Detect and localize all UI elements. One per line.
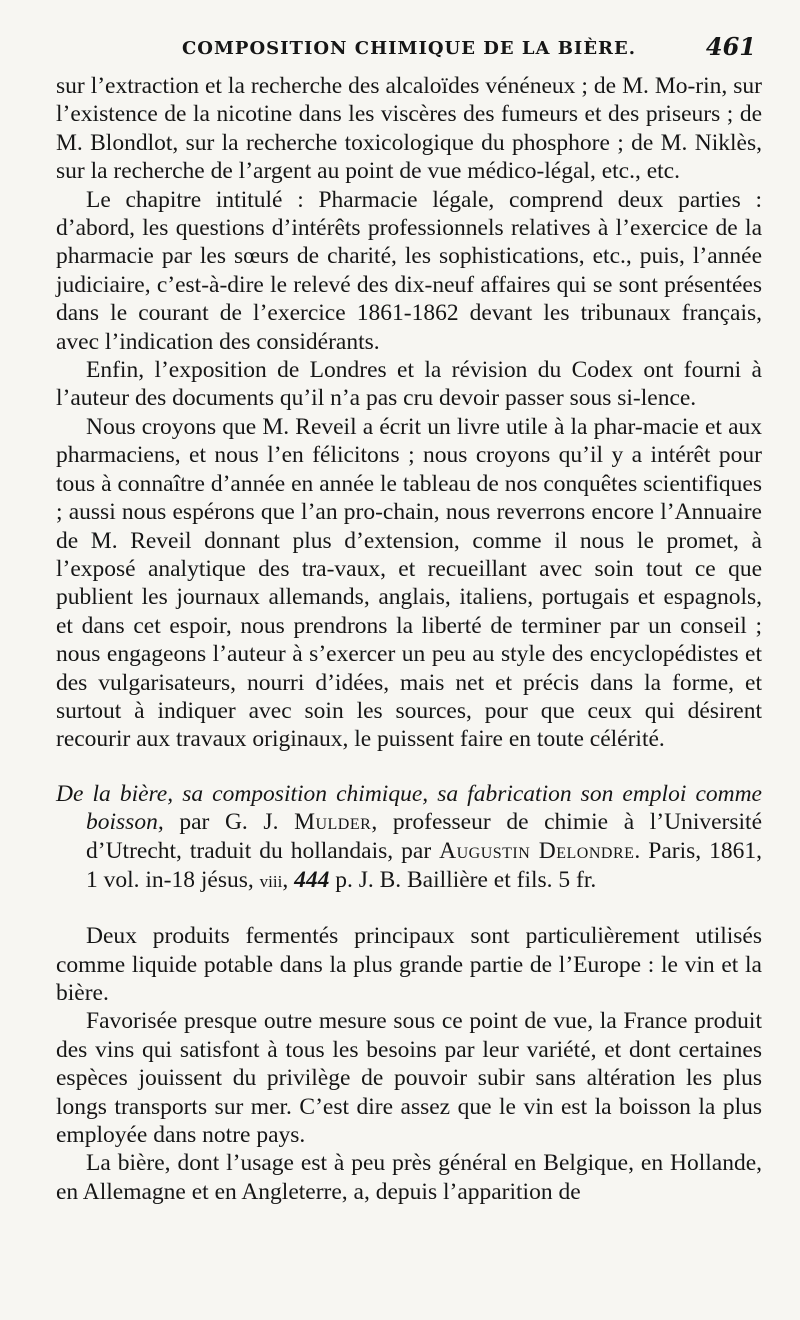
review-section bbox=[56, 72, 762, 754]
page-number: 461 bbox=[705, 32, 756, 61]
paragraph-toxicology-list: sur l’extraction et la recherche des alcaloïdes vénéneux ; de M. Mo-rin, sur l’existence de la nicotine dans les viscères des fumeurs et des priseurs ; de M. Blondlot, sur la recherche toxicologique du phosphore ; de M. Niklès, sur la recherche de l’argent au point de vue médico-légal, etc., etc. bbox=[56, 73, 762, 185]
paragraph-pharmacie-legale: Le chapitre intitulé : Pharmacie légale, comprend deux parties : d’abord, les questions d’intérêts professionnels relatives à l’exercice de la pharmacie par les sœurs de charité, les sophistications, etc., puis, l’année judiciaire, c’est-à-dire le relevé des dix-neuf affaires qui se sont présentées dans le courant de l’exercice 1861-1862 devant les tribunaux français, avec l’indication des considérants. bbox=[56, 186, 762, 355]
article-section bbox=[56, 922, 762, 1206]
publication-place: . Paris, 1861, 1 vol. in-18 jésus, bbox=[86, 837, 762, 893]
running-header bbox=[56, 28, 762, 72]
paragraph-fermented-products: Deux produits fermentés principaux sont particulièrement utilisés comme liquide potable dans la plus grande partie de l’Europe : le vin et la bière. bbox=[56, 923, 762, 1006]
section-divider-2 bbox=[56, 896, 762, 922]
section-divider bbox=[56, 754, 762, 780]
bibliographic-entry: De la bière, sa composition chimique, sa fabrication son emploi comme boisson, par G. J. Mulder, professeur de chimie à l’Université d’Utrecht, traduit du hollandais, par Augustin Delondre. Paris, 1861, 1 vol. in-18 jésus, viii, 444 p. J. B. Baillière et fils. 5 fr. bbox=[56, 780, 762, 893]
page-count: 444 bbox=[294, 866, 330, 893]
translator-name: Augustin Delondre bbox=[439, 837, 635, 864]
publisher: p. J. B. Baillière et fils. 5 fr. bbox=[335, 866, 597, 893]
book-title: De la bière, sa composition chimique, sa fabrication son emploi comme boisson, bbox=[56, 780, 762, 836]
paragraph-review-conclusion: Nous croyons que M. Reveil a écrit un livre utile à la phar-macie et aux pharmaciens, et nous l’en félicitons ; nous croyons qu’il y a intérêt pour tous à connaître d’année en année le tableau de nos conquêtes scientifiques ; aussi nous espérons que l’an pro-chain, nous reverrons encore l’Annuaire de M. Reveil donnant plus d’extension, comme il nous le promet, à l’exposé analytique des tra-vaux, et recueillant avec soin tout ce que publient les journaux allemands, anglais, italiens, portugais et espagnols, et dans cet espoir, nous prendrons la liberté de terminer par un conseil ; nous engageons l’auteur à s’exercer un peu au style des encyclopédistes et des vulgarisateurs, nourri d’idées, mais net et précis dans la forme, et surtout à indiquer avec soin les sources, pour que ceux qui désirent recourir aux travaux originaux, le puissent faire en toute célérité. bbox=[56, 413, 762, 753]
paragraph-beer-usage: La bière, dont l’usage est à peu près général en Belgique, en Hollande, en Allemagne et en Angleterre, a, depuis l’apparition de bbox=[56, 1150, 762, 1205]
running-title: COMPOSITION CHIMIQUE DE LA BIÈRE. bbox=[181, 38, 637, 59]
paragraph-france-wines: Favorisée presque outre mesure sous ce point de vue, la France produit des vins qui satisfont à tous les besoins par leur variété, et dont certaines espèces jouissent du privilège de pouvoir subir sans altération les plus longs transports sur mer. C’est dire assez que le vin est la boisson la plus employée dans notre pays. bbox=[56, 1008, 762, 1148]
prelim-pages: viii bbox=[259, 871, 283, 891]
author-name: Mulder bbox=[294, 809, 372, 836]
paragraph-london-exhibition: Enfin, l’exposition de Londres et la révision du Codex ont fourni à l’auteur des documents qu’il n’a pas cru devoir passer sous si-lence. bbox=[56, 357, 762, 412]
by-label: par G. J. bbox=[179, 809, 279, 836]
author-role: , professeur de chimie à l’Université d’Utrecht, traduit du hollandais, par bbox=[86, 809, 762, 864]
